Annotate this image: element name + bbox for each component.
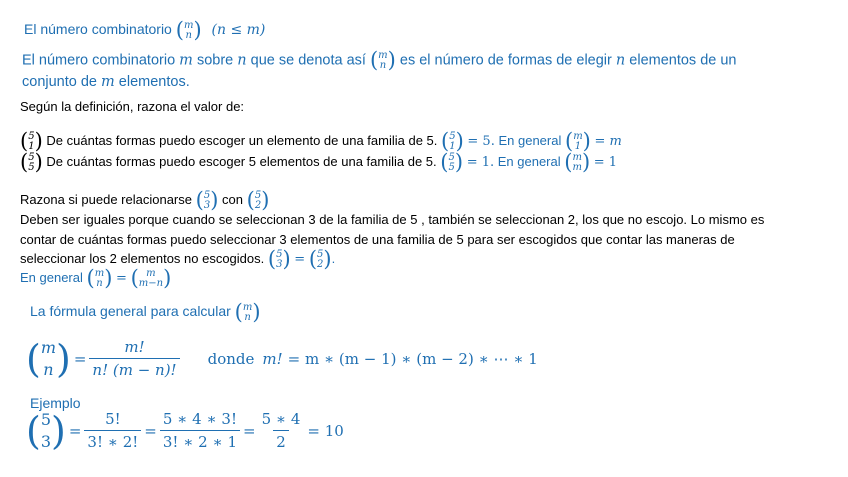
formula-fraction	[89, 338, 179, 379]
binom-bottom: 2	[254, 199, 262, 211]
relate-binomial-1: ( 5 3 )	[195, 188, 219, 212]
fraction-numerator: m!	[124, 338, 145, 356]
relate-con: con	[222, 191, 243, 207]
definition-text: conjunto de	[22, 74, 97, 90]
binom-bottom: 3	[276, 258, 283, 270]
binom-top: 5	[28, 151, 35, 163]
case-2-line	[20, 152, 617, 173]
equals-sign: =	[116, 270, 127, 286]
binom-top: 5	[28, 130, 35, 142]
example-fraction-1	[84, 410, 141, 451]
title-condition: (n ≤ m)	[211, 22, 266, 39]
binom-top: m	[378, 49, 388, 61]
formula-heading	[30, 302, 261, 323]
binom-top: m	[242, 301, 253, 313]
example-formula	[26, 410, 344, 451]
case-1-result: = 5.	[467, 133, 495, 149]
case-1-binomial: ( 5 1 )	[20, 129, 43, 153]
definition-binomial: ( m n )	[369, 48, 396, 72]
binom-top: m	[572, 151, 582, 163]
title-binomial: ( m n )	[175, 18, 202, 42]
example-fraction-2	[160, 410, 240, 451]
period: .	[331, 250, 336, 266]
binom-top: m	[94, 267, 105, 279]
binom-bottom: 1	[28, 140, 35, 152]
binom-top: 5	[40, 409, 52, 429]
binom-bottom: n	[185, 29, 192, 41]
binom-bottom: 3	[203, 199, 211, 211]
general-label: En general	[497, 153, 561, 169]
general-label: En general	[20, 269, 83, 285]
definition-text: elementos de un	[629, 52, 737, 69]
case-1-general-binomial: ( m 1 )	[564, 129, 591, 153]
case-1-general-result: = m	[594, 133, 622, 149]
example-result: = 10	[307, 421, 344, 440]
relate-question	[20, 190, 269, 211]
relate-eq-binomial-1: ( 5 3 )	[267, 247, 291, 271]
formula-heading-binomial: ( m n )	[234, 300, 261, 324]
case-1-text: De cuántas formas puedo escoger un elemento de una familia de 5.	[46, 132, 438, 148]
case-1-line	[20, 131, 622, 152]
definition-text: El número combinatorio	[22, 52, 176, 69]
binom-bottom: 1	[449, 140, 456, 152]
equals-sign: =	[294, 251, 306, 267]
binom-bottom: 5	[448, 161, 455, 173]
case-2-result: = 1.	[466, 154, 495, 170]
relate-question-text: Razona si puede relacionarse	[20, 191, 192, 207]
definition-text: es el número de formas de elegir	[399, 52, 612, 69]
title-text: El número combinatorio	[24, 21, 172, 38]
case-2-binomial: ( 5 5 )	[20, 150, 43, 174]
binom-top: m	[40, 337, 56, 357]
fraction-numerator: 5 ∗ 4 ∗ 3!	[162, 410, 237, 428]
binom-bottom: n	[96, 277, 103, 289]
equals-sign: =	[144, 421, 157, 440]
equals-sign: =	[68, 421, 82, 440]
binom-top: 5	[317, 248, 324, 260]
fraction-denominator: 3! ∗ 2 ∗ 1	[160, 430, 240, 451]
definition-line-1	[22, 50, 737, 71]
relate-answer-line-1: Deben ser iguales porque cuando se seleccionan 3 de la familia de 5 , también se seleccionan 2, los que no escojo. Lo mismo es	[20, 212, 765, 227]
relate-answer-line-2: contar de cuántas formas puedo seleccionar 3 elementos de una familia de 5 para ser escogidos que contar las maneras de	[20, 232, 735, 247]
fraction-numerator: 5!	[105, 410, 121, 428]
relate-general-binomial-2: ( m m−n )	[130, 266, 172, 290]
var-n: n	[615, 52, 626, 69]
binom-top: 5	[448, 151, 455, 163]
case-2-general-result: = 1	[593, 154, 618, 170]
relate-general	[20, 268, 171, 289]
m-factorial: m!	[262, 349, 283, 368]
var-m: m	[179, 52, 193, 69]
example-binomial: ( 5 3 )	[26, 408, 66, 453]
fraction-denominator: n! (m − n)!	[89, 358, 179, 379]
binom-bottom: n	[379, 59, 387, 71]
example-fraction-3	[259, 410, 304, 451]
binom-bottom: 1	[574, 140, 582, 152]
binom-top: 5	[203, 189, 211, 201]
equals-sign: =	[73, 349, 87, 368]
binom-top: m	[183, 19, 194, 31]
binom-top: m	[573, 130, 583, 142]
formula-heading-text: La fórmula general para calcular	[30, 303, 231, 320]
relate-answer-line-3	[20, 249, 335, 270]
case-2-general-binomial: ( m m )	[564, 150, 591, 174]
case-1-binomial-repeat: ( 5 1 )	[441, 129, 464, 153]
relate-binomial-2: ( 5 2 )	[246, 188, 270, 212]
var-m: m	[101, 74, 115, 90]
fraction-denominator: 3! ∗ 2!	[84, 430, 141, 451]
example-label: Ejemplo	[30, 395, 81, 411]
definition-text: que se denota así	[250, 52, 366, 69]
binom-top: m	[146, 267, 156, 279]
fraction-denominator: 2	[273, 430, 289, 451]
relate-general-binomial-1: ( m n )	[86, 266, 113, 290]
binom-top: 5	[276, 248, 283, 260]
binom-bottom: n	[43, 359, 54, 379]
fraction-numerator: 5 ∗ 4	[261, 410, 301, 428]
definition-text: sobre	[196, 52, 234, 69]
page-title	[24, 20, 265, 41]
binom-bottom: n	[244, 311, 251, 323]
binom-bottom: 2	[317, 258, 324, 270]
binom-bottom: m−n	[138, 277, 164, 289]
binom-bottom: 5	[28, 161, 35, 173]
donde-label: donde	[207, 349, 255, 368]
general-formula	[26, 338, 538, 379]
binom-top: 5	[449, 130, 456, 142]
definition-line-2	[22, 74, 190, 90]
case-2-binomial-repeat: ( 5 5 )	[440, 150, 464, 174]
definition-text: elementos.	[118, 74, 190, 90]
prompt-text: Según la definición, razona el valor de:	[20, 99, 245, 114]
formula-binomial: ( m n )	[26, 336, 71, 381]
relate-eq-binomial-2: ( 5 2 )	[308, 247, 332, 271]
binom-bottom: 3	[40, 431, 52, 451]
binom-top: 5	[254, 189, 262, 201]
var-n: n	[237, 52, 247, 69]
binom-bottom: m	[572, 161, 582, 173]
general-label: En general	[498, 132, 562, 148]
factorial-expansion: = m ∗ (m − 1) ∗ (m − 2) ∗ ⋯ ∗ 1	[287, 349, 538, 368]
case-2-text: De cuántas formas puedo escoger 5 elementos de una familia de 5.	[46, 153, 437, 169]
relate-answer-text: seleccionar los 2 elementos no escogidos.	[20, 250, 265, 266]
equals-sign: =	[243, 421, 256, 440]
